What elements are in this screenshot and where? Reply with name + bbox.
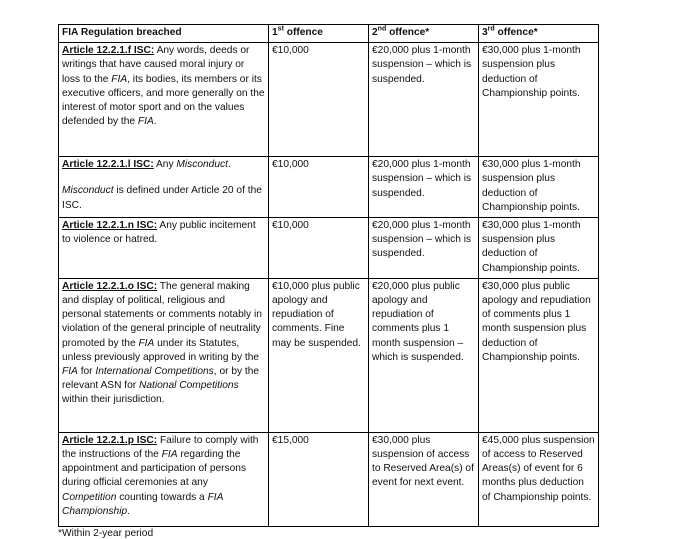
- regulation-text-italic: FIA: [161, 449, 178, 461]
- regulation-cell: [59, 218, 269, 279]
- header-third-rest: offence*: [494, 27, 538, 38]
- regulation-text-italic: Competition: [62, 491, 117, 503]
- regulation-text-italic: FIA: [137, 116, 154, 128]
- second-offence-cell: €20,000 plus public apology and repudiation of comments plus 1 month suspension – which is suspended.: [369, 278, 479, 432]
- second-offence-cell: €20,000 plus 1-month suspension – which is suspended.: [369, 157, 479, 218]
- regulation-text-italic: Misconduct: [176, 159, 228, 171]
- regulation-text-italic: FIA: [111, 73, 128, 85]
- first-offence-cell: €10,000: [269, 43, 369, 157]
- regulation-text-italic: FIA: [62, 366, 78, 378]
- first-offence-cell: €10,000: [269, 218, 369, 279]
- regulation-text: .: [153, 116, 157, 128]
- regulation-text: The general making and display of political, religious and personal statements or comments notably in violation of the general principle of neutrality promoted by the: [62, 280, 262, 349]
- regulation-text: regarding the appointment and participation of persons during official ceremonies at any: [62, 449, 247, 489]
- table-row: [59, 157, 599, 218]
- regulation-text-italic: National Competitions: [139, 380, 239, 392]
- third-offence-cell: €30,000 plus 1-month suspension plus deduction of Championship points.: [479, 157, 599, 218]
- regulation-text: counting towards a: [116, 491, 208, 503]
- regulation-text: Failure to comply with the instructions of the: [62, 434, 259, 461]
- regulation-text: .: [127, 505, 130, 517]
- header-first-sup: st: [277, 25, 284, 33]
- regulation-text: Any: [153, 159, 177, 171]
- table-row: [59, 278, 599, 432]
- regulation-cell: [59, 278, 269, 432]
- regulation-cell: [59, 157, 269, 218]
- regulation-text-italic: FIA: [138, 337, 155, 349]
- table-row: [59, 432, 599, 526]
- third-offence-cell: €30,000 plus 1-month suspension plus deduction of Championship points.: [479, 43, 599, 157]
- header-third-sup: rd: [487, 25, 495, 33]
- table-row: [59, 43, 599, 157]
- regulation-cell: [59, 432, 269, 526]
- third-offence-cell: €45,000 plus suspension of access to Reserved Areas(s) of event for 6 months plus deduction of Championship points.: [479, 432, 599, 526]
- second-offence-cell: €20,000 plus 1-month suspension – which is suspended.: [369, 43, 479, 157]
- regulation-text: is defined under Article 20 of the ISC.: [62, 185, 262, 211]
- header-second-sup: nd: [377, 25, 387, 33]
- header-first-rest: offence: [283, 27, 323, 38]
- regulation-text: , its bodies, its members or its executive officers, and more generally on the interest of motor sport and on the values defended by the: [62, 73, 265, 128]
- footnote: *Within 2-year period: [58, 527, 154, 539]
- table-row: [59, 218, 599, 279]
- header-first-num: 1: [272, 27, 278, 38]
- regulation-document: [58, 24, 598, 539]
- third-offence-cell: €30,000 plus public apology and repudiation of comments plus 1 month suspension plus deduction of Championship points.: [479, 278, 599, 432]
- regulation-text-italic: Misconduct: [62, 185, 114, 197]
- regulation-text: Any public incitement to violence or hatred.: [62, 220, 256, 246]
- article-ref: Article 12.2.1.l ISC:: [62, 159, 154, 171]
- regulation-text: .: [227, 159, 231, 171]
- header-second-offence: [369, 25, 479, 43]
- article-ref: Article 12.2.1.n ISC:: [62, 220, 158, 232]
- regulation-text: within their jurisdiction.: [62, 394, 165, 406]
- header-second-num: 2: [372, 27, 378, 38]
- header-second-rest: offence*: [386, 27, 430, 38]
- penalty-table: [58, 24, 599, 527]
- table-header-row: [59, 25, 599, 43]
- header-first-offence: [269, 25, 369, 43]
- regulation-text: Any words, deeds or writings that have caused moral injury or loss to the: [62, 45, 250, 85]
- first-offence-cell: €10,000 plus public apology and repudiation of comments. Fine may be suspended.: [269, 278, 369, 432]
- first-offence-cell: €10,000: [269, 157, 369, 218]
- article-ref: Article 12.2.1.p ISC:: [62, 434, 158, 446]
- regulation-text: , or by the relevant ASN for: [62, 366, 260, 392]
- regulation-text-italic: International Competitions: [95, 366, 214, 378]
- article-ref: Article 12.2.1.o ISC:: [62, 280, 158, 292]
- first-offence-cell: €15,000: [269, 432, 369, 526]
- regulation-cell: [59, 43, 269, 157]
- regulation-text: under its Statutes, unless previously approved in writing by the: [62, 337, 260, 363]
- header-regulation: FIA Regulation breached: [59, 25, 269, 43]
- second-offence-cell: €30,000 plus suspension of access to Reserved Area(s) of event for next event.: [369, 432, 479, 526]
- article-ref: Article 12.2.1.f ISC:: [62, 45, 155, 57]
- header-third-num: 3: [482, 27, 488, 38]
- second-offence-cell: €20,000 plus 1-month suspension – which is suspended.: [369, 218, 479, 279]
- header-third-offence: [479, 25, 599, 43]
- third-offence-cell: €30,000 plus 1-month suspension plus deduction of Championship points.: [479, 218, 599, 279]
- regulation-text: for: [77, 366, 96, 378]
- regulation-text-italic: FIA Championship: [62, 491, 224, 517]
